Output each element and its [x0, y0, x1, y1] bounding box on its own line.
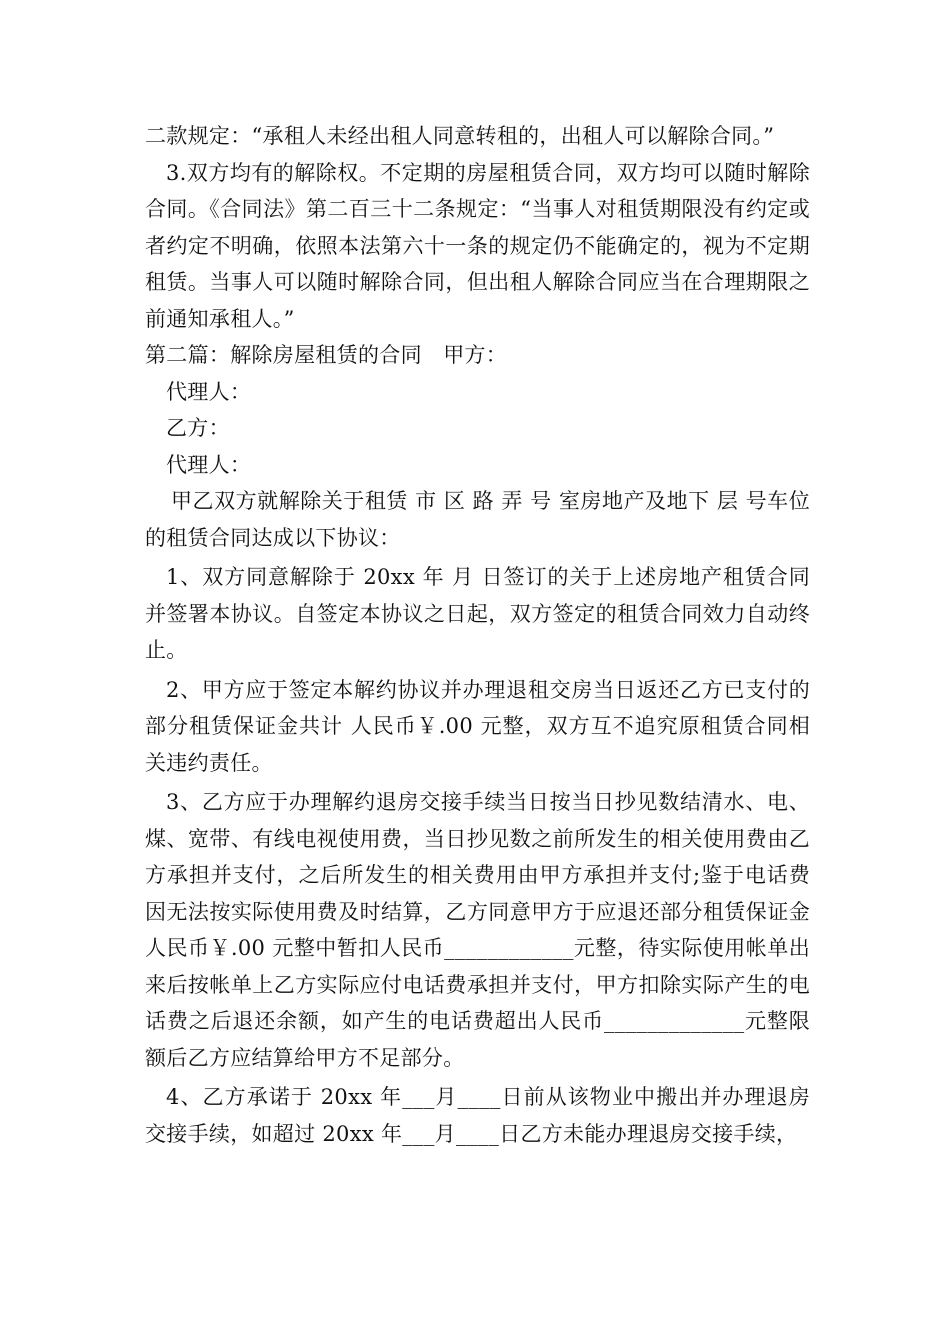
paragraph-clause-2-tail: 二款规定：“承租人未经出租人同意转租的，出租人可以解除合同。” — [145, 124, 775, 148]
paragraph-party-b: 乙方： — [166, 416, 230, 440]
paragraph-agreement-intro: 甲乙双方就解除关于租赁 市 区 路 弄 号 室房地产及地下 层 号车位的租赁合同达成以下协议： — [145, 489, 810, 550]
paragraph-item-3: 3、乙方应于办理解约退房交接手续当日按当日抄见数结清水、电、煤、宽带、有线电视使用费，当日抄见数之前所发生的相关使用费由乙方承担并支付，之后所发生的相关费用由甲方承担并支付;鉴于电话费因无法按实际使用费及时结算，乙方同意甲方于应退还部分租赁保证金人民币￥.00 元整中暂扣人民币____________元整，待实际使用帐单出来后按帐单上乙方实际应付电话费承担并支付，甲方扣除实际产生的电话费之后退还余额，如产生的电话费超出人民币_____________元整限额后乙方应结算给甲方不足部分。 — [145, 790, 810, 1070]
paragraph-item-2: 2、甲方应于签定本解约协议并办理退租交房当日返还乙方已支付的部分租赁保证金共计 人民币￥.00 元整，双方互不追究原租赁合同相关违约责任。 — [145, 677, 810, 775]
paragraph-item-4: 4、乙方承诺于 20xx 年___月____日前从该物业中搬出并办理退房交接手续，如超过 20xx 年___月____日乙方未能办理退房交接手续， — [145, 1085, 810, 1146]
paragraph-clause-3: 3.双方均有的解除权。不定期的房屋租赁合同，双方均可以随时解除合同。《合同法》第二百三十二条规定：“当事人对租赁期限没有约定或者约定不明确，依照本法第六十一条的规定仍不能确定的，视为不定期租赁。当事人可以随时解除合同，但出租人解除合同应当在合理期限之前通知承租人。” — [145, 160, 810, 331]
paragraph-party-b-agent: 代理人： — [166, 452, 252, 477]
document-body — [145, 118, 810, 1152]
paragraph-item-1: 1、双方同意解除于 20xx 年 月 日签订的关于上述房地产租赁合同并签署本协议。自签定本协议之日起，双方签定的租赁合同效力自动终止。 — [145, 565, 810, 662]
paragraph-section-two-heading: 第二篇：解除房屋租赁的合同 甲方： — [145, 343, 508, 367]
paragraph-party-a-agent: 代理人： — [166, 379, 252, 404]
